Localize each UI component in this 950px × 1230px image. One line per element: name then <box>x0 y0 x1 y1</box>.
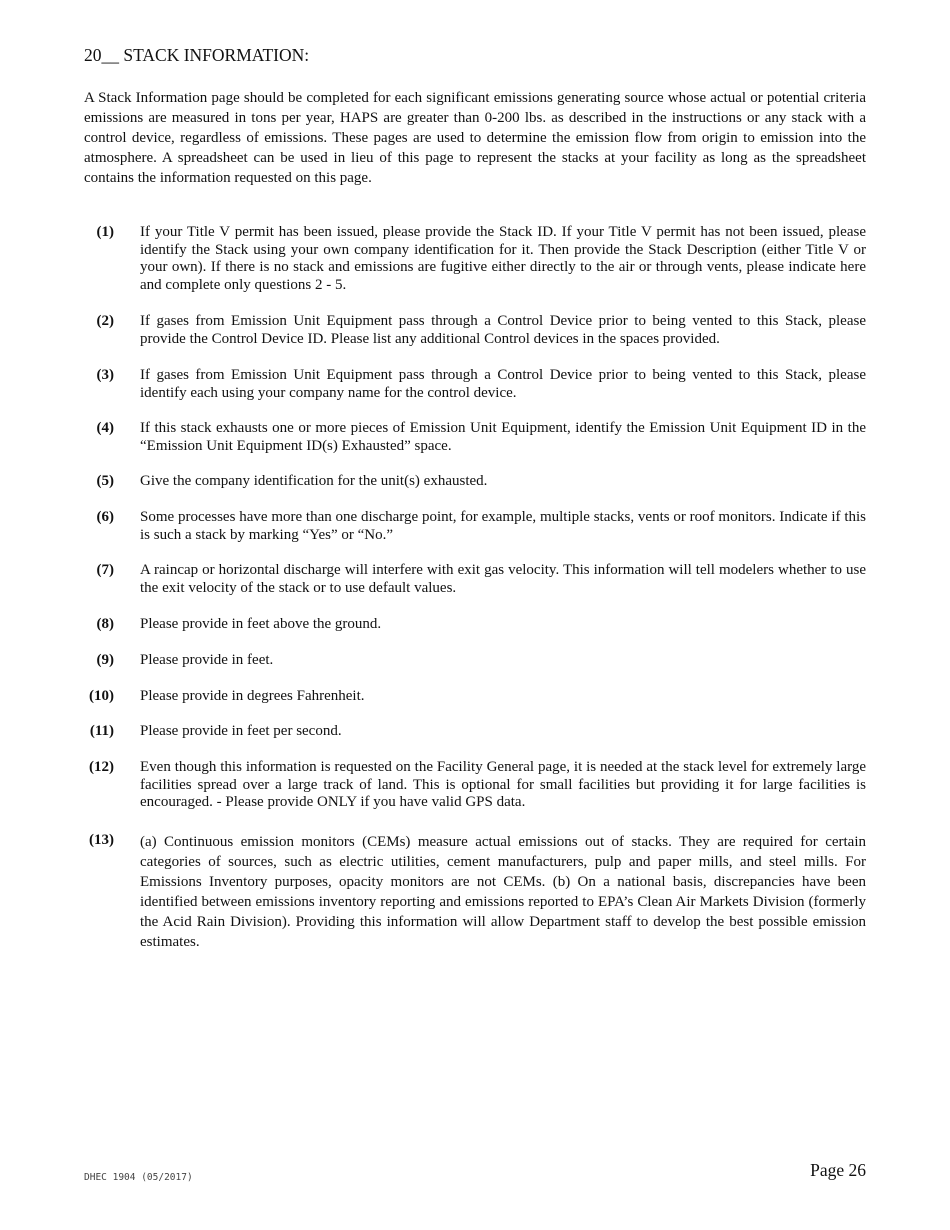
item-number: (1) <box>96 224 114 240</box>
item-text: A raincap or horizontal discharge will interfere with exit gas velocity. This information will tell modelers whether to use the exit velocity of the stack or to use default values. <box>140 562 866 596</box>
item-text: Some processes have more than one discharge point, for example, multiple stacks, vents or roof monitors. Indicate if this is such a stack by marking “Yes” or “No.” <box>140 509 866 543</box>
item-number: (7) <box>96 562 114 578</box>
item-number: (12) <box>89 759 114 775</box>
item-text: If gases from Emission Unit Equipment pass through a Control Device prior to being vented to this Stack, please identify each using your company name for the control device. <box>140 367 866 401</box>
item-text: If this stack exhausts one or more pieces of Emission Unit Equipment, identify the Emission Unit Equipment ID in the “Emission Unit Equipment ID(s) Exhausted” space. <box>140 420 866 454</box>
item-text: Please provide in feet above the ground. <box>140 616 382 632</box>
intro-paragraph: A Stack Information page should be completed for each significant emissions generating source whose actual or potential criteria emissions are measured in tons per year, HAPS are greater than 0-200 lbs. as described in the instructions or any stack with a control device, regardless of emissions. These pages are used to determine the emission flow from origin to emission into the atmosphere. A spreadsheet can be used in lieu of this page to represent the stacks at your facility as long as the spreadsheet contains the information requested on this page. <box>84 90 866 186</box>
item-number: (4) <box>96 420 114 436</box>
item-number: (6) <box>96 509 114 525</box>
item-number: (9) <box>96 652 114 668</box>
item-text: Give the company identification for the unit(s) exhausted. <box>140 473 488 489</box>
item-number: (10) <box>89 688 114 704</box>
item-text: Please provide in degrees Fahrenheit. <box>140 688 365 704</box>
item-number: (11) <box>89 723 114 739</box>
item-text: If your Title V permit has been issued, please provide the Stack ID. If your Title V permit has not been issued, please identify the Stack using your own company identification for it. Then provide the Stack Description (either Title V or your own). If there is no stack and emissions are fugitive either directly to the air or through vents, please indicate here and complete only questions 2 - 5. <box>140 224 866 294</box>
item-text: If gases from Emission Unit Equipment pass through a Control Device prior to being vented to this Stack, please provide the Control Device ID. Please list any additional Control devices in the spaces provided. <box>140 313 866 347</box>
item-number: (3) <box>96 367 114 383</box>
item-text: Please provide in feet. <box>140 652 274 668</box>
item-number: (2) <box>96 313 114 329</box>
item-number: (13) <box>89 832 114 848</box>
page-number: Page 26 <box>810 1160 866 1180</box>
item-text: Please provide in feet per second. <box>140 723 342 739</box>
form-id-footer: DHEC 1904 (05/2017) <box>84 1172 193 1183</box>
item-text: Even though this information is requested on the Facility General page, it is needed at the stack level for extremely large facilities spread over a large track of land. This is optional for small facilities but providing it for large facilities is encouraged. - Please provide ONLY if you have valid GPS data. <box>140 759 866 811</box>
item-text: (a) Continuous emission monitors (CEMs) measure actual emissions out of stacks. They are required for certain categories of sources, such as electric utilities, cement manufacturers, pulp and paper mills, and steel mills. For Emissions Inventory purposes, opacity monitors are not CEMs. (b) On a national basis, discrepancies have been identified between emissions inventory reporting and emissions reported to EPA’s Clean Air Markets Division (formerly the Acid Rain Division). Providing this information will allow Department staff to develop the best possible emission estimates. <box>140 834 866 950</box>
page-title: 20__ STACK INFORMATION: <box>84 45 310 65</box>
item-number: (8) <box>96 616 114 632</box>
item-number: (5) <box>96 473 114 489</box>
